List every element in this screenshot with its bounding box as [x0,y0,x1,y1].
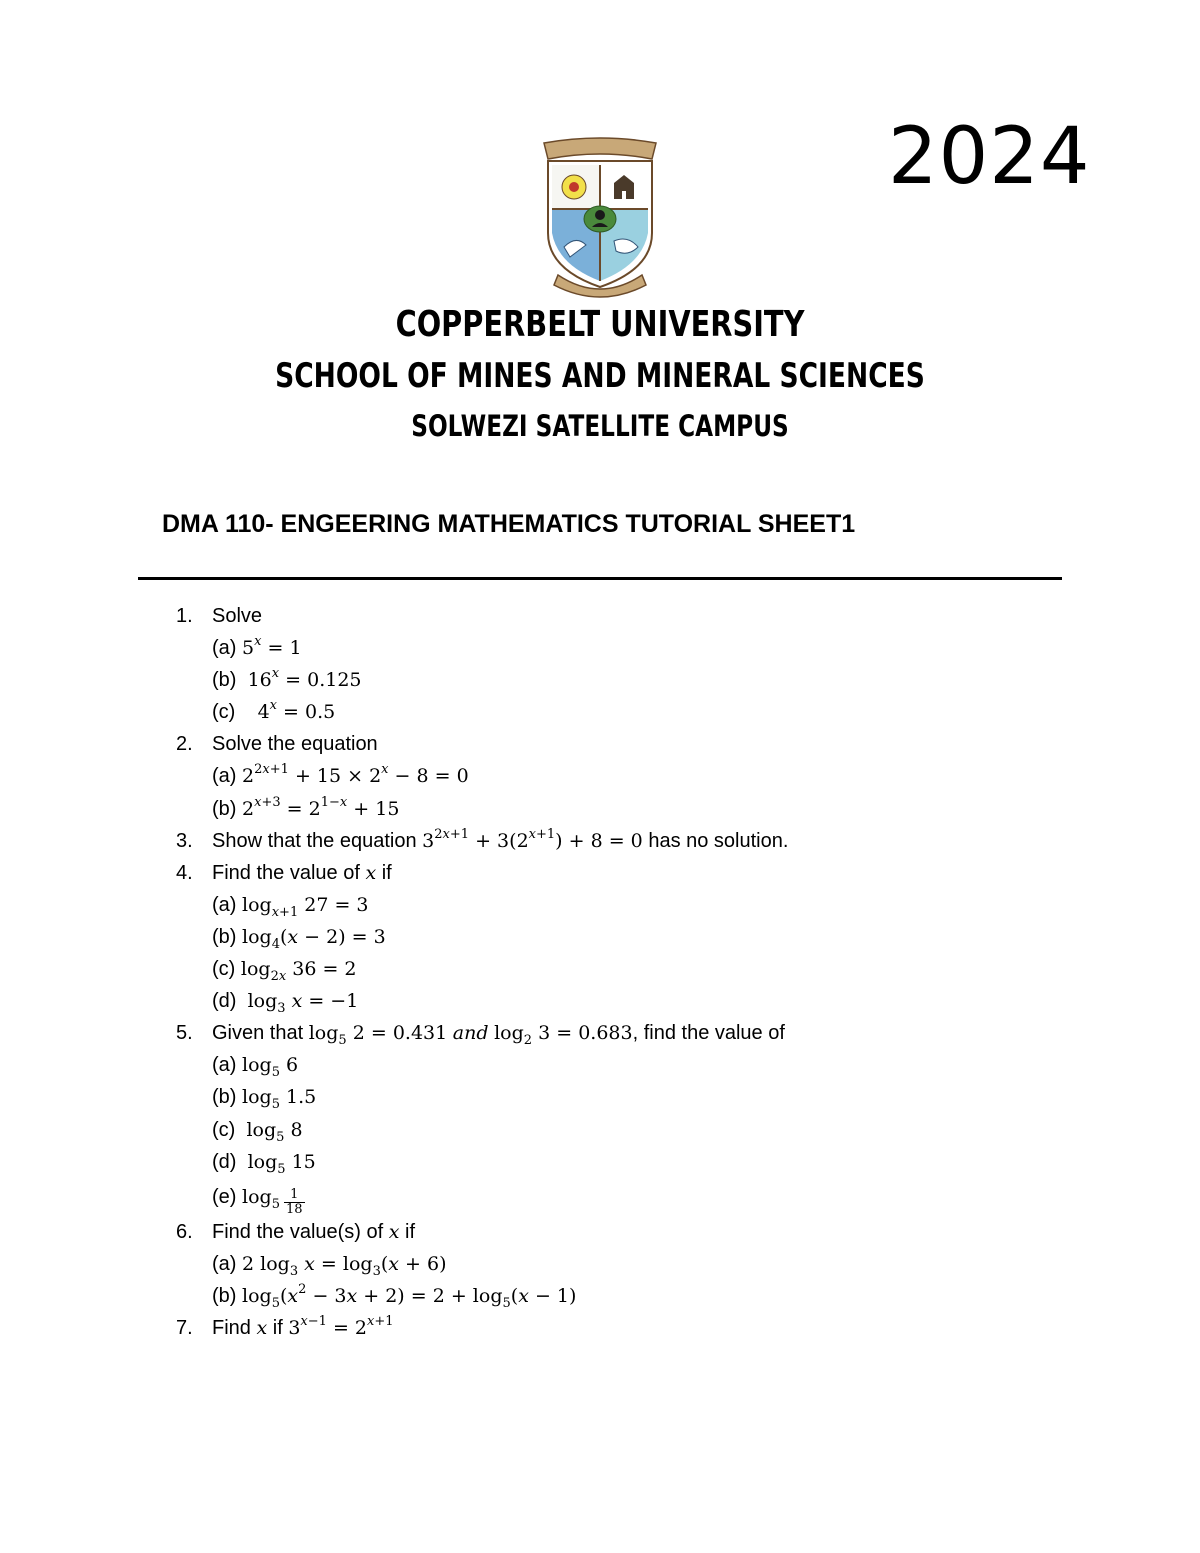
question-7: 7. Find x if $3^{x-1} = 2^{x+1}$ [176,1313,394,1339]
question-1b: (b) $16^x = 0.125$ [212,666,362,692]
question-5d: (d) $\log_5 15$ [212,1150,316,1177]
question-4c: (c) $\log_{2x} 36 = 2$ [212,958,357,985]
question-5e: (e) $\log_5$ $\frac{1}{18}$ [212,1185,303,1217]
question-5c: (c) $\log_5 8$ [212,1118,303,1145]
question-6b: (b) $\log_5(x^2 - 3x + 2) = 2 + \log_5(x - 1)$ [212,1281,577,1311]
question-5a: (a) $\log_5 6$ [212,1054,299,1081]
question-1c: (c) $4^x = 0.5$ [212,698,336,724]
university-crest-logo [534,137,666,299]
question-6: 6. Find the value(s) of x if [176,1220,416,1243]
question-1a: (a) $5^x = 1$ [212,634,302,660]
fraction-one-eighteenth: $\frac{1}{18}$ [285,1186,303,1217]
question-4: 4. Find the value of x if [176,861,392,884]
question-4a: (a) $\log_{x+1} 27 = 3$ [212,893,369,920]
sheet-title: DMA 110- ENGEERING MATHEMATICS TUTORIAL SHEET1 [162,510,856,538]
campus-name: SOLWEZI SATELLITE CAMPUS [411,409,789,443]
university-name: COPPERBELT UNIVERSITY [395,304,805,345]
question-4b: (b) $\log_4(x - 2) = 3$ [212,925,386,952]
question-4d: (d) $\log_3 x = -1$ [212,990,359,1017]
question-2b: (b) $2^{x+3} = 2^{1-x} + 15$ [212,794,400,820]
question-2a: (a) $2^{2x+1} + 15 \times 2^x - 8 = 0$ [212,762,469,788]
question-5: 5. Given that $\log_5 2 = 0.431$ and $\log_2 3 = 0.683$, find the value of [176,1022,785,1049]
title-divider [138,577,1062,580]
question-list [176,600,1076,1344]
question-5b: (b) $\log_5 1.5$ [212,1086,317,1113]
question-6a: (a) 2 $\log_3 x = \log_3(x + 6)$ [212,1252,447,1279]
question-2: 2. Solve the equation [176,733,378,756]
school-name: SCHOOL OF MINES AND MINERAL SCIENCES [275,356,925,396]
question-3: 3. Show that the equation $3^{2x+1} + 3(2^{x+1}) + 8 = 0$ has no solution. [176,826,789,852]
year-label: 2024 [888,112,1091,202]
question-1: 1. Solve [176,605,263,627]
